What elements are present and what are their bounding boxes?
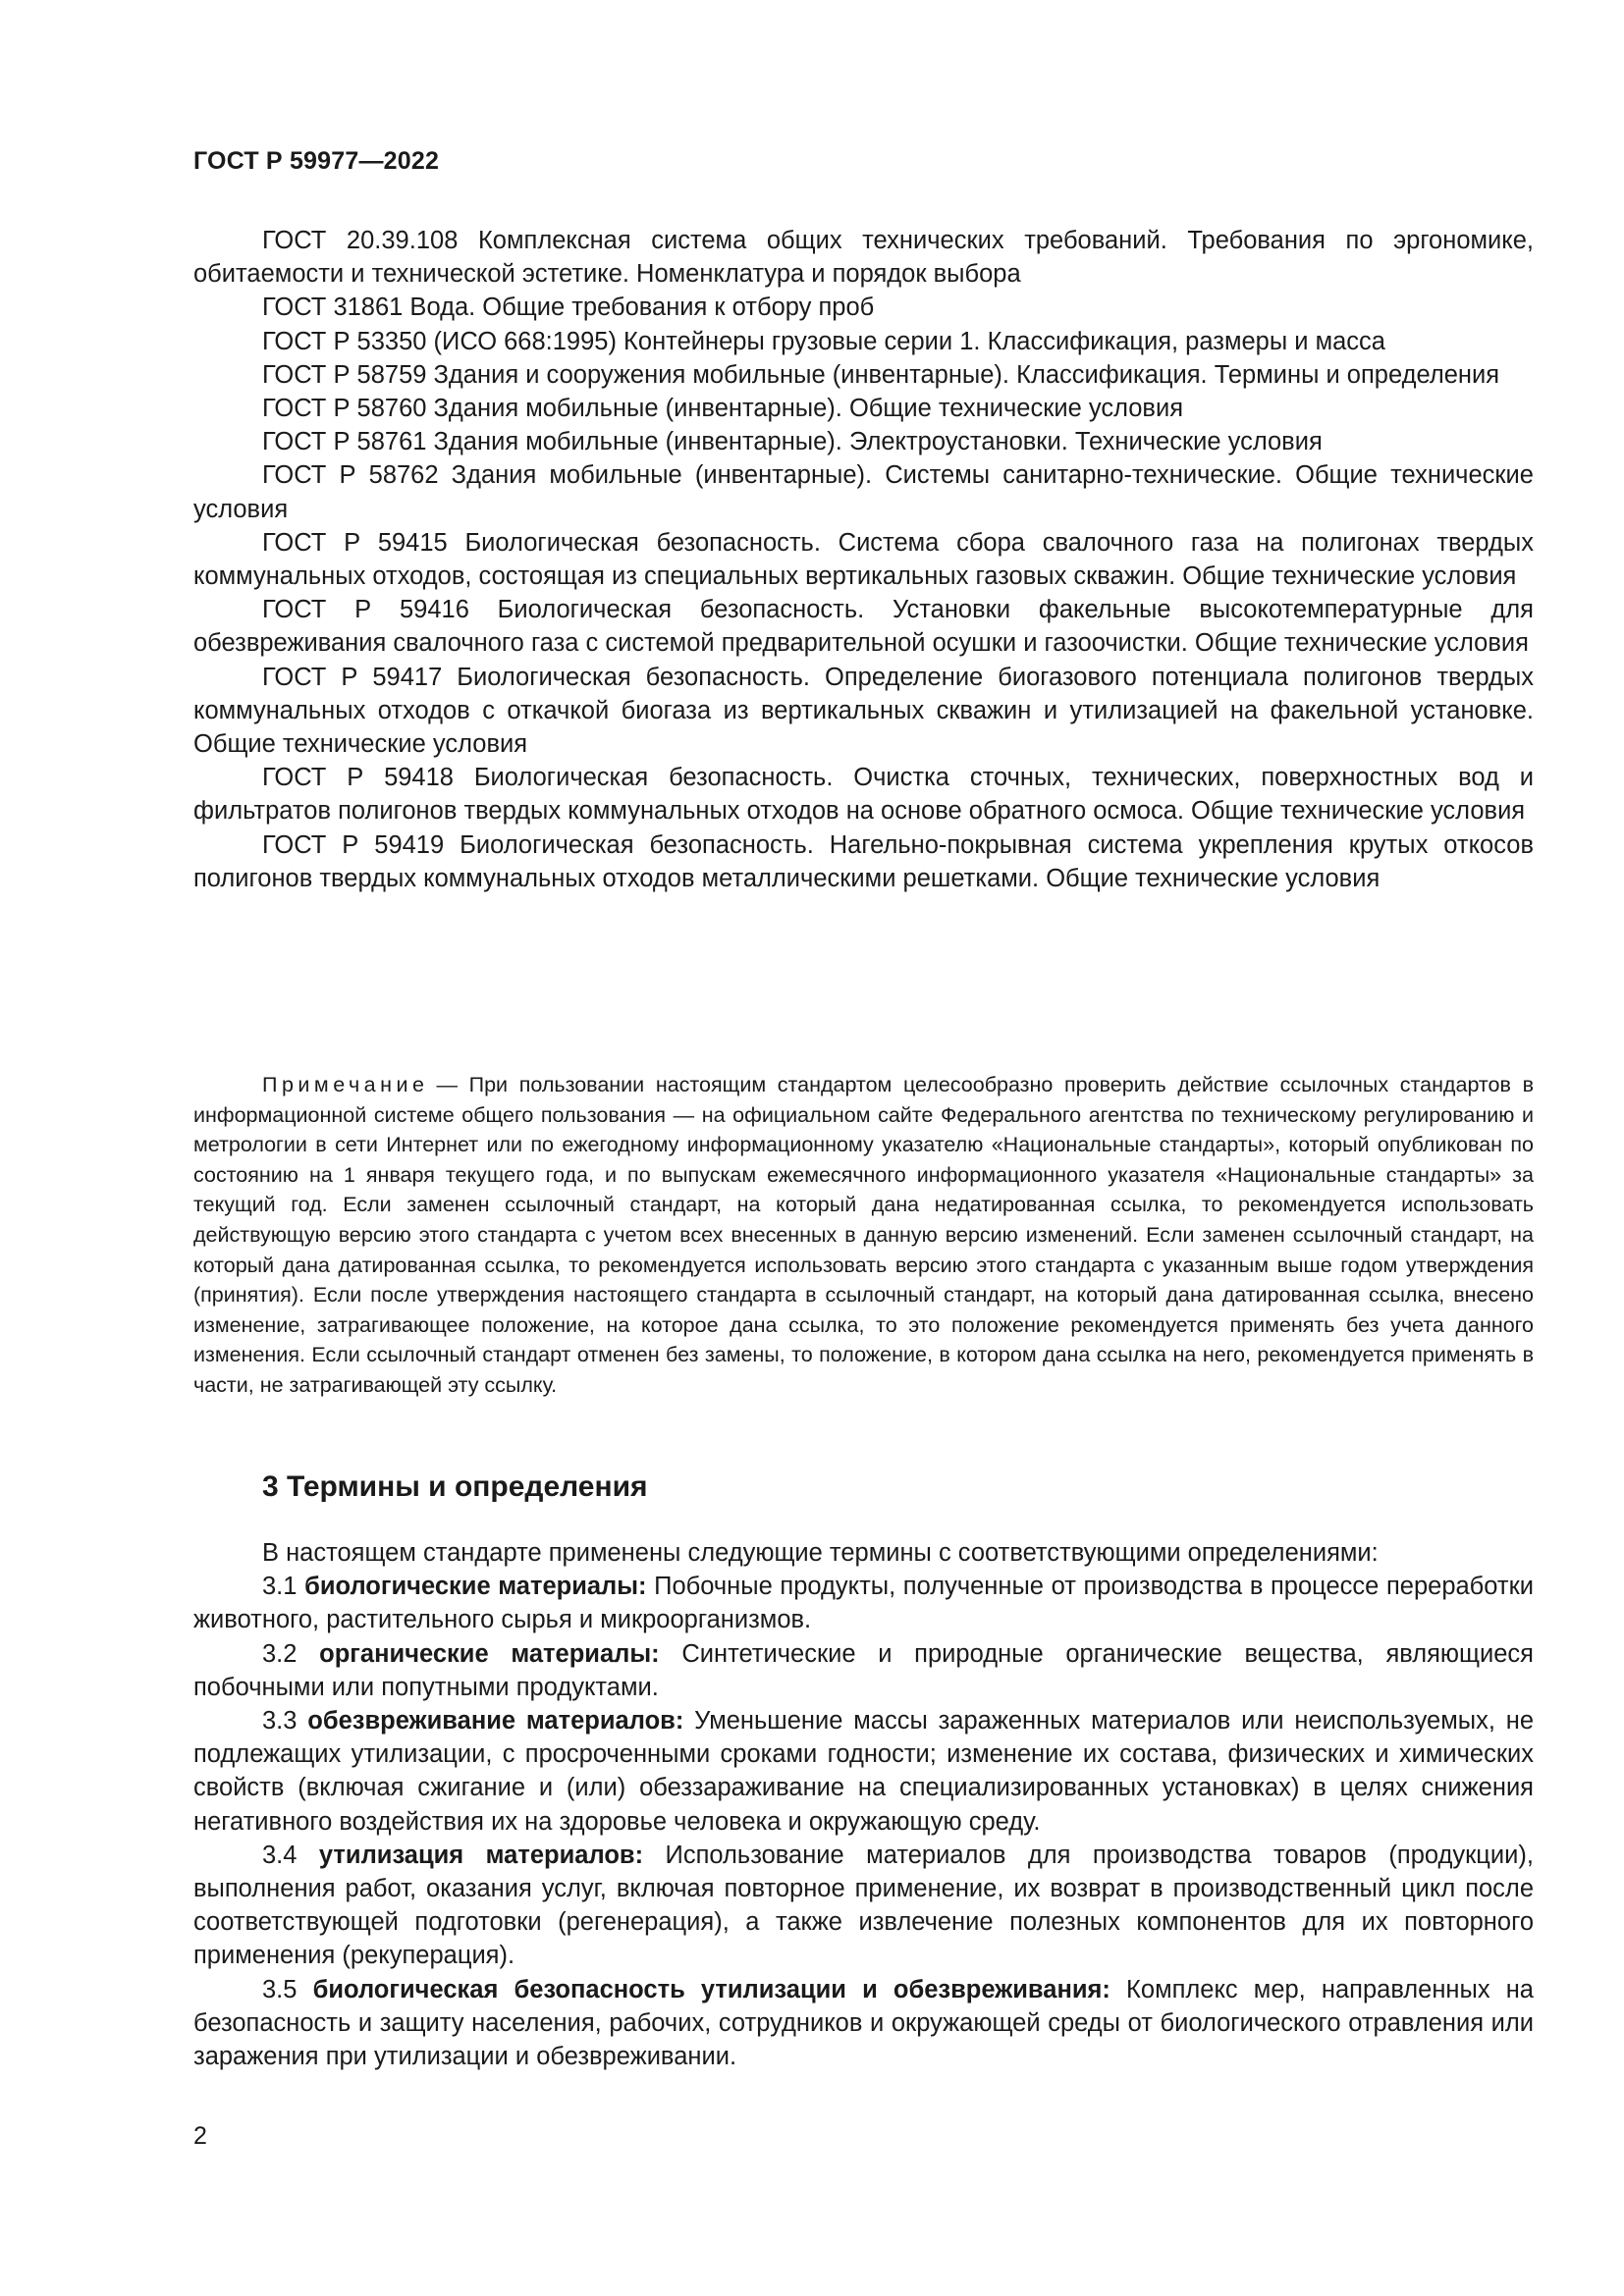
term-entry: [193, 1704, 1534, 1839]
reference-item: ГОСТ Р 58760 Здания мобильные (инвентарные). Общие технические условия: [262, 395, 1184, 423]
references-note: [193, 1070, 1534, 1401]
reference-item: ГОСТ Р 59417 Биологическая безопасность. Определение биогазового потенциала полигонов твердых коммунальных отходов с откачкой биогаза из вертикальных скважин и утилизацией на факельной установке. Общие технические условия: [193, 663, 1534, 759]
term-definition: Комплекс мер, направленных на безопасность и защиту населения, рабочих, сотрудников и окружающей среды от биологического отравления или заражения при утилизации и обезвреживании.: [193, 1975, 1534, 2071]
reference-item: ГОСТ Р 59419 Биологическая безопасность. Нагельно-покрывная система укрепления крутых откосов полигонов твердых коммунальных отходов металлическими решетками. Общие технические условия: [193, 830, 1534, 892]
reference-item: ГОСТ 31861 Вода. Общие требования к отбору проб: [262, 294, 875, 322]
term-definition: Использование материалов для производства товаров (продукции), выполнения работ, оказания услуг, включая повторное применение, их возврат в производственный цикл после соответствующей подготовки (регенерация), а также извлечение полезных компонентов для их повторного применения (рекуперация).: [193, 1841, 1534, 1970]
term-definition: Уменьшение массы зараженных материалов или неиспользуемых, не подлежащих утилизации, с просроченными сроками годности; изменение их состава, физических и химических свойств (включая сжигание и (или) обеззараживание на специализированных установках) в целях снижения негативного воздействия их на здоровье человека и окружающую среду.: [193, 1707, 1534, 1836]
terms-intro: В настоящем стандарте применены следующие термины с соответствующими определениями:: [262, 1539, 1379, 1567]
section-title: 3 Термины и определения: [262, 1470, 648, 1503]
term-number: 3.5: [262, 1975, 298, 2003]
term-entry: [193, 1637, 1534, 1704]
term-entry: [193, 1839, 1534, 1973]
normative-references-list: [193, 224, 1534, 895]
term-number: 3.4: [262, 1841, 298, 1869]
term-number: 3.2: [262, 1639, 298, 1668]
reference-item: ГОСТ Р 53350 (ИСО 668:1995) Контейнеры грузовые серии 1. Классификация, размеры и масса: [262, 327, 1385, 355]
note-label: Примечание: [262, 1073, 429, 1096]
reference-item: ГОСТ Р 58762 Здания мобильные (инвентарные). Системы санитарно-технические. Общие технические условия: [193, 461, 1534, 523]
document-header: ГОСТ Р 59977—2022: [193, 147, 440, 175]
term-number: 3.1: [262, 1573, 298, 1601]
term-name: биологическая безопасность утилизации и обезвреживания:: [312, 1975, 1110, 2003]
term-number: 3.3: [262, 1707, 298, 1735]
term-name: обезвреживание материалов:: [307, 1707, 684, 1735]
reference-item: ГОСТ Р 58761 Здания мобильные (инвентарные). Электроустановки. Технические условия: [262, 428, 1323, 456]
reference-item: ГОСТ Р 58759 Здания и сооружения мобильные (инвентарные). Классификация. Термины и определения: [262, 360, 1500, 389]
term-definition: Побочные продукты, полученные от производства в процессе переработки животного, растительного сырья и микроорганизмов.: [193, 1573, 1534, 1634]
term-definition: Синтетические и природные органические вещества, являющиеся побочными или попутными продуктами.: [193, 1639, 1534, 1701]
reference-item: ГОСТ 20.39.108 Комплексная система общих технических требований. Требования по эргономике, обитаемости и технической эстетике. Номенклатура и порядок выбора: [193, 227, 1534, 289]
term-name: органические материалы:: [319, 1639, 660, 1668]
term-name: биологические материалы:: [304, 1573, 647, 1601]
reference-item: ГОСТ Р 59418 Биологическая безопасность. Очистка сточных, технических, поверхностных вод и фильтратов полигонов твердых коммунальных отходов на основе обратного осмоса. Общие технические условия: [193, 764, 1534, 826]
terms-section: [193, 1536, 1534, 2073]
reference-item: ГОСТ Р 59416 Биологическая безопасность. Установки факельные высокотемпературные для обезвреживания свалочного газа с системой предварительной осушки и газоочистки. Общие технические условия: [193, 596, 1534, 658]
term-name: утилизация материалов:: [318, 1841, 644, 1869]
term-entry: [193, 1570, 1534, 1636]
term-entry: [193, 1973, 1534, 2074]
page-number: 2: [193, 2122, 207, 2150]
note-text: — При пользовании настоящим стандартом целесообразно проверить действие ссылочных стандартов в информационной системе общего пользования — на официальном сайте Федерального агентства по техническому регулированию и метрологии в сети Интернет или по ежегодному информационному указателю «Национальные стандарты», который опубликован по состоянию на 1 января текущего года, и по выпускам ежемесячного информационного указателя «Национальные стандарты» за текущий год. Если заменен ссылочный стандарт, на который дана недатированная ссылка, то рекомендуется использовать действующую версию этого стандарта с учетом всех внесенных в данную версию изменений. Если заменен ссылочный стандарт, на который дана датированная ссылка, то рекомендуется использовать версию этого стандарта с указанным выше годом утверждения (принятия). Если после утверждения настоящего стандарта в ссылочный стандарт, на который дана датированная ссылка, внесено изменение, затрагивающее положение, на которое дана ссылка, то это положение рекомендуется применять без учета данного изменения. Если ссылочный стандарт отменен без замены, то положение, в котором дана ссылка на него, рекомендуется применять в части, не затрагивающей эту ссылку.: [193, 1073, 1534, 1397]
reference-item: ГОСТ Р 59415 Биологическая безопасность. Система сбора свалочного газа на полигонах твердых коммунальных отходов, состоящая из специальных вертикальных газовых скважин. Общие технические условия: [193, 528, 1534, 591]
